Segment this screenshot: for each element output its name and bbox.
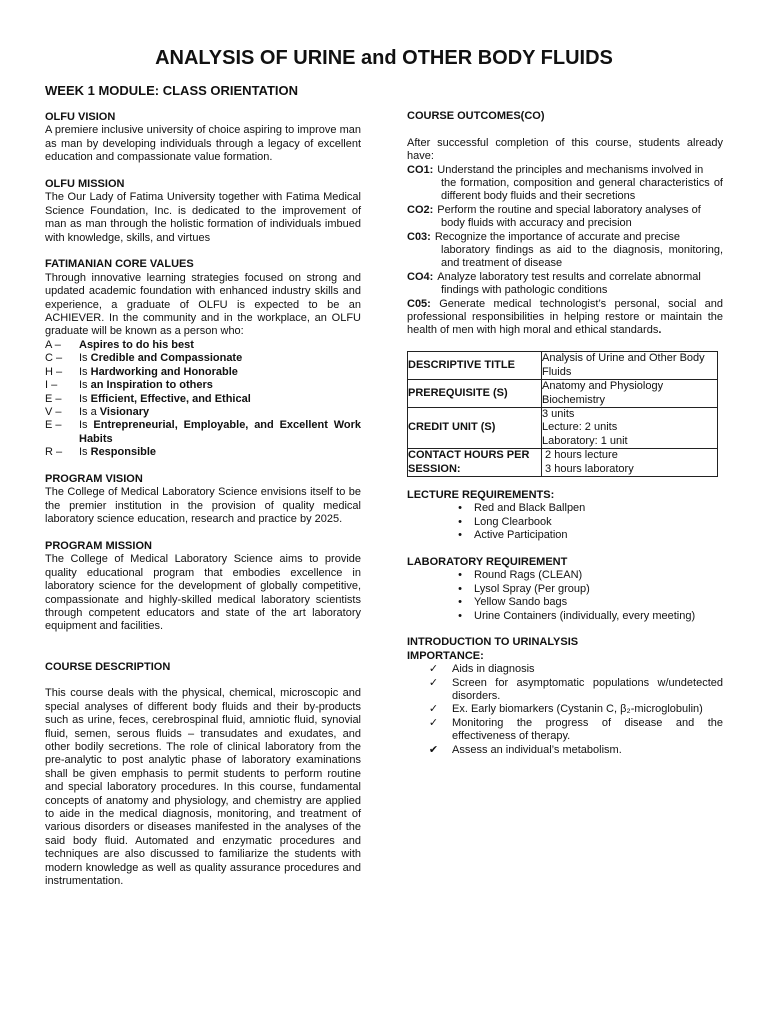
core-value-item: E – Is Efficient, Effective, and Ethical [45,392,251,405]
course-info-table [407,351,718,477]
table-cell-header: CREDIT UNIT (S) [408,407,542,448]
table-row [408,352,718,380]
course-outcome-item: C03: Recognize the importance of accurate and precise laboratory findings as aid to the diagnosis, monitoring, and treatment of disease [407,230,723,270]
olfu-mission-text: The Our Lady of Fatima University together with Fatima Medical Science Foundation, Inc. is dedicated to the improvement of man as man through the holistic formation of individuals imbued with knowledge, skills, and virtues [45,191,361,244]
list-item: • Urine Containers (individually, every meeting) [407,610,723,623]
bullet-icon: • [458,569,462,582]
course-outcome-item: CO4: Analyze laboratory test results and correlate abnormal findings with pathologic conditions [407,270,701,297]
right-column [407,110,723,757]
olfu-mission-heading: OLFU MISSION [45,178,125,191]
checkmark-icon: ✓ [428,703,439,716]
lecture-requirements-heading: LECTURE REQUIREMENTS: [407,488,555,501]
list-item: ✓ Ex. Early biomarkers (Cystanin C, β₂-microglobulin) [407,703,723,716]
core-value-item: A – Aspires to do his best [45,338,194,351]
core-values-heading: FATIMANIAN CORE VALUES [45,258,194,271]
table-row [408,407,718,448]
olfu-vision-heading: OLFU VISION [45,111,116,123]
list-item: ✓ Screen for asymptomatic populations w/undetected disorders. [407,677,723,704]
core-value-item: C – Is Credible and Compassionate [45,352,243,365]
table-cell-header: PREREQUISITE (S) [408,380,542,408]
lecture-requirements-list [407,502,723,542]
bullet-icon: • [458,596,462,609]
course-outcomes-intro: After successful completion of this course, students already have: [407,136,723,163]
list-item: ✓ Monitoring the progress of disease and the effectiveness of therapy. [407,717,723,744]
bullet-icon: • [458,609,462,622]
bullet-icon: • [458,582,462,595]
course-outcomes-heading: COURSE OUTCOMES(CO) [407,110,545,122]
checkmark-icon: ✓ [428,663,439,676]
bullet-icon: • [458,515,462,528]
program-mission-text: The College of Medical Laboratory Science aims to provide quality educational program that embodies excellence in laboratory science for the development of globally competitive, compassionate and highly-skilled medical laboratory scientists through competent educators and state of the art laboratory equipment and facilities. [45,553,361,633]
importance-list [407,663,723,757]
list-item: • Round Rags (CLEAN) [407,569,723,582]
program-vision-text: The College of Medical Laboratory Science envisions itself to be the premier institution in the provision of quality medical laboratory science education, research and practice by 2025. [45,486,361,526]
document-title: ANALYSIS OF URINE and OTHER BODY FLUIDS [155,47,613,69]
bullet-icon: • [458,529,462,542]
laboratory-requirement-heading: LABORATORY REQUIREMENT [407,555,568,568]
course-outcome-item: CO2: Perform the routine and special laboratory analyses of body fluids with accuracy and precision [407,203,701,230]
core-value-item: V – Is a Visionary [45,405,150,418]
table-cell-value: 3 units Lecture: 2 units Laboratory: 1 unit [542,407,718,448]
program-mission-heading: PROGRAM MISSION [45,539,152,552]
table-cell-value: 2 hours lecture 3 hours laboratory [542,449,718,477]
module-subtitle: WEEK 1 MODULE: CLASS ORIENTATION [45,83,299,98]
core-values-list [45,339,361,460]
list-item: ✔ Assess an individual’s metabolism. [407,744,723,757]
intro-urinalysis-heading: INTRODUCTION TO URINALYSIS [407,636,579,649]
table-cell-value: Analysis of Urine and Other Body Fluids [542,352,718,380]
course-outcome-co5: C05: Generate medical technologist’s personal, social and professional responsibilities in helping restore or maintain the health of men with high moral and ethical standards. [407,297,723,337]
core-value-item: H – Is Hardworking and Honorable [45,365,238,378]
core-values-text: Through innovative learning strategies focused on strong and updated academic foundation with enhanced industry skills and experience, a graduate of OLFU is expected to be an ACHIEVER. In the community and in the workplace, an OLFU graduate will be known as a person who: [45,271,361,338]
laboratory-requirement-list [407,569,723,623]
table-cell-value: Anatomy and Physiology Biochemistry [542,380,718,408]
core-value-item: E – Is Entrepreneurial, Employable, and Excellent Work Habits [45,419,361,445]
list-item: • Yellow Sando bags [407,596,723,609]
olfu-vision-text: A premiere inclusive university of choice aspiring to improve man as man by developing individuals through a legacy of excellent education and compassionate value formation. [45,124,361,164]
course-outcome-item: CO1: Understand the principles and mechanisms involved in the formation, composition and general characteristics of different body fluids and their secretions [407,163,723,203]
table-row [408,449,718,477]
core-value-item: I – Is an Inspiration to others [45,379,213,392]
course-description-heading: COURSE DESCRIPTION [45,660,171,673]
list-item: ✓ Aids in diagnosis [407,663,723,676]
left-column [45,111,361,888]
list-item: • Active Participation [407,529,723,542]
checkmark-icon: ✔ [428,743,439,756]
table-cell-header: CONTACT HOURS PER SESSION: [408,449,542,477]
checkmark-icon: ✓ [428,716,439,729]
list-item: • Lysol Spray (Per group) [407,583,723,596]
list-item: • Red and Black Ballpen [407,502,723,515]
bullet-icon: • [458,502,462,515]
core-value-item: R – Is Responsible [45,446,157,459]
table-cell-header: DESCRIPTIVE TITLE [408,352,542,380]
importance-heading: IMPORTANCE: [407,649,484,662]
course-description-text: This course deals with the physical, chemical, microscopic and special analyses of different body fluids and their by-products such as urine, feces, cerebrospinal fluid, amniotic fluid, synovial fluid, semen, serous fluids – transudates and exudates, and other bodily secretions. The role of clinical laboratory from the pre-analytic to post analytic phase of laboratory examinations shall be given emphasis to permit students to perform routine and special laboratory procedures. In this course, fundamental concepts of anatomy and physiology, and chemistry are applied to aide in the medical diagnosis, monitoring, and treatment of various disorders or diseases manifested in the analyses of the said body fluid. Automated and enzymatic procedures and techniques are also discussed to familiarize the students with modern knowledge as well as quality assurance procedures and instrumentation. [45,687,361,888]
table-row [408,380,718,408]
program-vision-heading: PROGRAM VISION [45,472,143,485]
checkmark-icon: ✓ [428,676,439,689]
list-item: • Long Clearbook [407,516,723,529]
